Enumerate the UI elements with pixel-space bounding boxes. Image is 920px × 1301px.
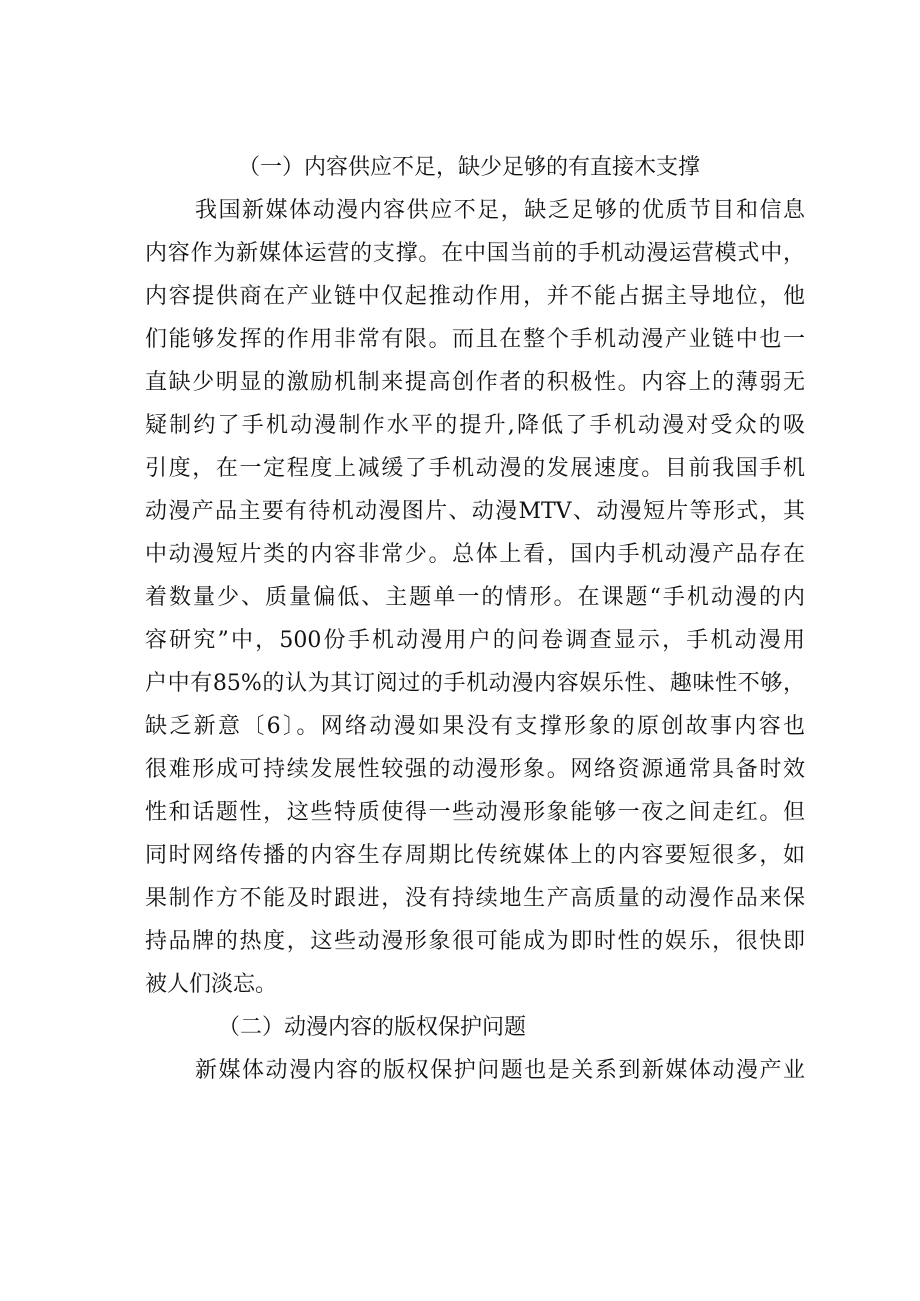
paragraph-line: 内容作为新媒体运营的支撑。在中国当前的手机动漫运营模式中， <box>145 241 805 266</box>
section-2-heading: （二）动漫内容的版权保护问题 <box>218 1015 527 1040</box>
paragraph-line: 引度，在一定程度上减缓了手机动漫的发展速度。目前我国手机 <box>145 456 805 481</box>
paragraph-line: 容研究”中，500份手机动漫用户的问卷调查显示，手机动漫用 <box>145 628 805 653</box>
paragraph-line: 我国新媒体动漫内容供应不足，缺乏足够的优质节目和信息 <box>195 198 805 223</box>
paragraph-line: 内容提供商在产业链中仅起推动作用，并不能占据主导地位，他 <box>145 284 805 309</box>
section-1-heading: （一）内容供应不足，缺少足够的有直接木支撑 <box>238 155 701 180</box>
paragraph-line: 新媒体动漫内容的版权保护问题也是关系到新媒体动漫产业 <box>195 1058 805 1083</box>
paragraph-line: 果制作方不能及时跟进，没有持续地生产高质量的动漫作品来保 <box>145 886 805 911</box>
paragraph-line: 被人们淡忘。 <box>145 972 278 997</box>
paragraph-line: 们能够发挥的作用非常有限。而且在整个手机动漫产业链中也一 <box>145 327 805 352</box>
paragraph-line: 疑制约了手机动漫制作水平的提升,降低了手机动漫对受众的吸 <box>145 413 805 438</box>
paragraph-line: 缺乏新意〔6〕。网络动漫如果没有支撑形象的原创故事内容也 <box>145 714 805 739</box>
paragraph-line: 中动漫短片类的内容非常少。总体上看，国内手机动漫产品存在 <box>145 542 805 567</box>
paragraph-line: 性和话题性，这些特质使得一些动漫形象能够一夜之间走红。但 <box>145 800 805 825</box>
paragraph-line: 动漫产品主要有待机动漫图片、动漫MTV、动漫短片等形式，其 <box>145 499 805 524</box>
paragraph-line: 同时网络传播的内容生存周期比传统媒体上的内容要短很多，如 <box>145 843 805 868</box>
paragraph-line: 着数量少、质量偏低、主题单一的情形。在课题“手机动漫的内 <box>145 585 805 610</box>
paragraph-line: 很难形成可持续发展性较强的动漫形象。网络资源通常具备时效 <box>145 757 805 782</box>
paragraph-line: 持品牌的热度，这些动漫形象很可能成为即时性的娱乐，很快即 <box>145 929 805 954</box>
paragraph-line: 户中有85%的认为其订阅过的手机动漫内容娱乐性、趣味性不够， <box>145 671 805 696</box>
paragraph-line: 直缺少明显的激励机制来提高创作者的积极性。内容上的薄弱无 <box>145 370 805 395</box>
